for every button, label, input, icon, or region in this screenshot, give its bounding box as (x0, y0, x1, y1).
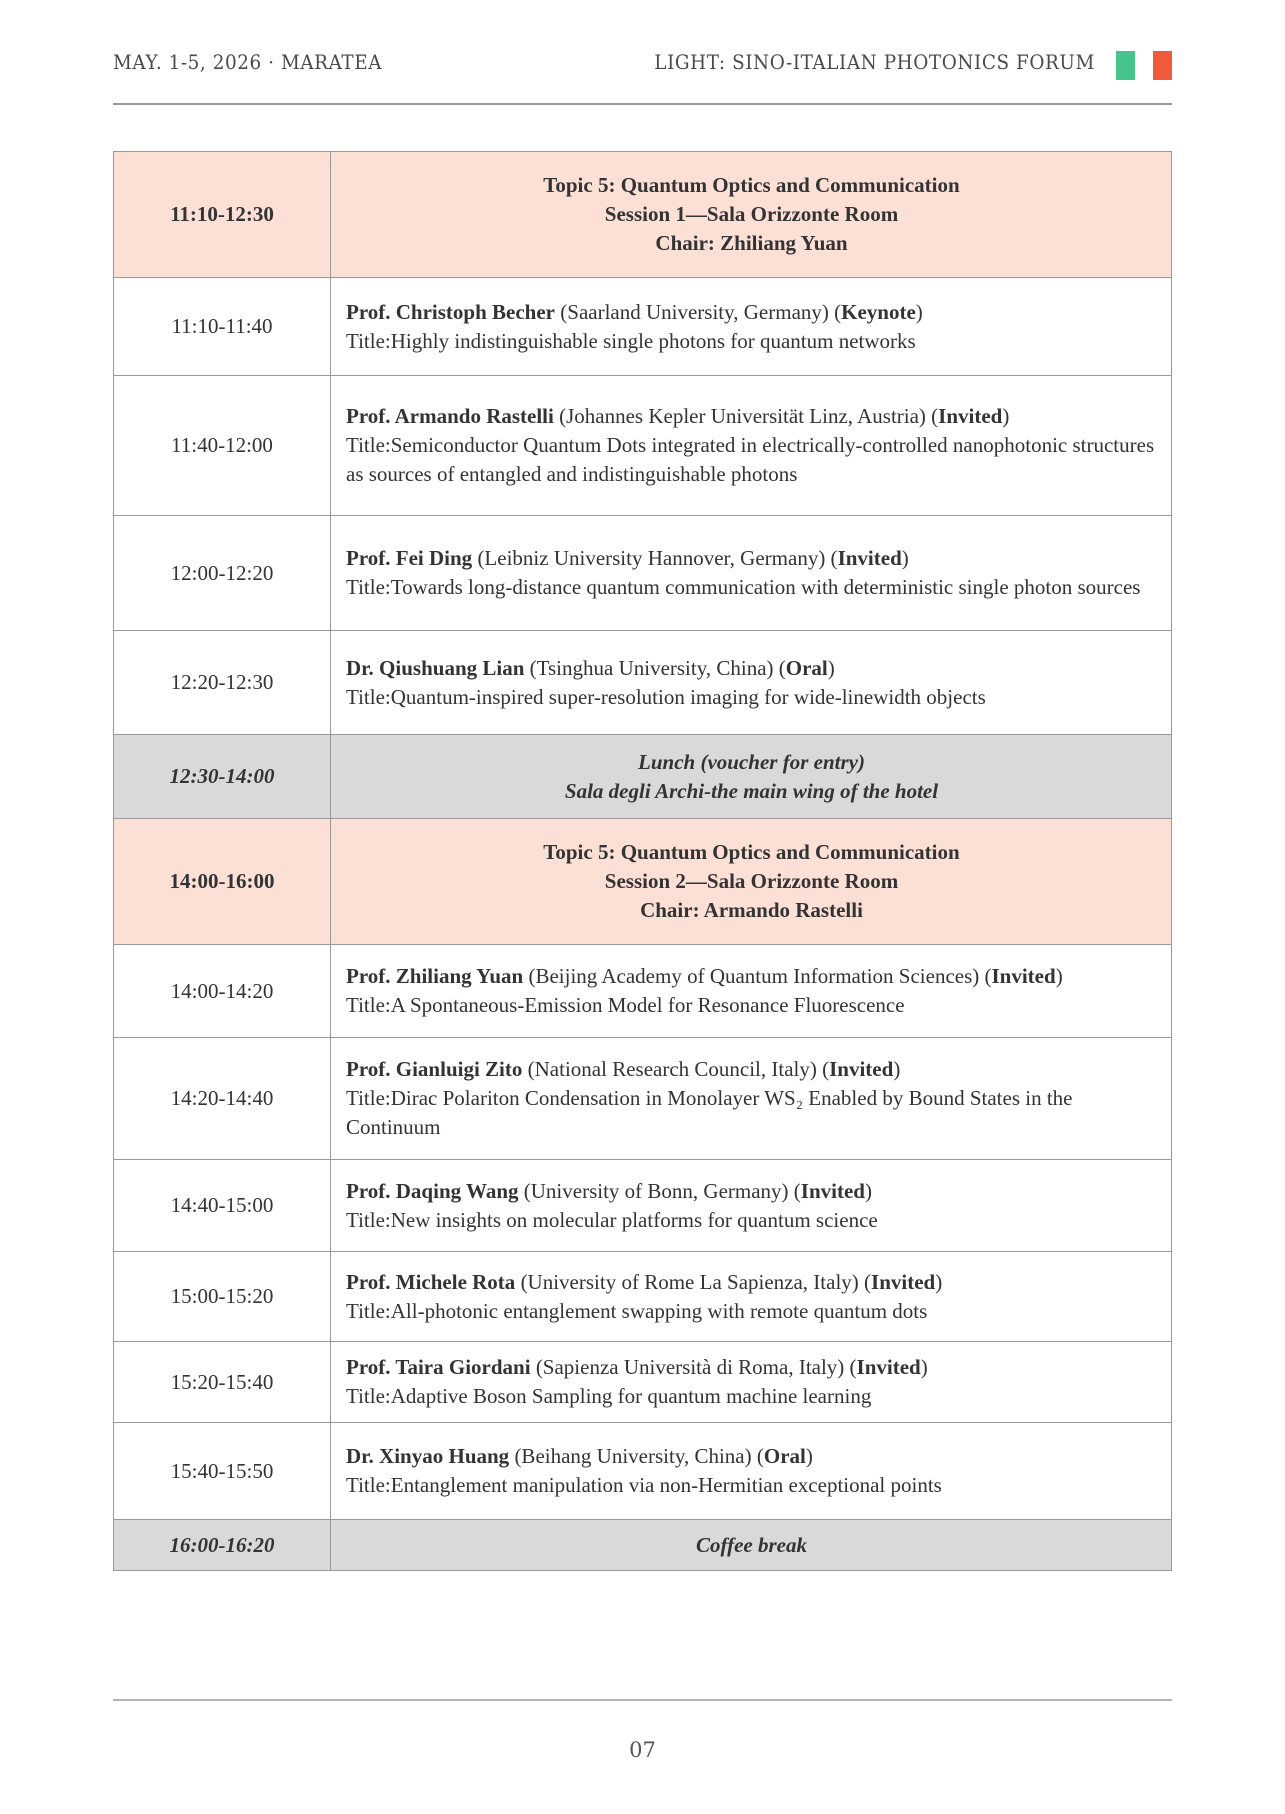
speaker-affiliation: (University of Bonn, Germany) ( (518, 1178, 801, 1203)
talk-row (114, 278, 1172, 376)
talk-title: Title:Adaptive Boson Sampling for quantum machine learning (346, 1384, 872, 1408)
talk-row (114, 1252, 1172, 1342)
row-content (331, 631, 1172, 735)
footer-divider (113, 1699, 1172, 1701)
close-paren: ) (935, 1269, 943, 1294)
session-info-line: Session 1—Sala Orizzonte Room (604, 202, 899, 226)
talk-row (114, 945, 1172, 1038)
schedule-table (113, 151, 1172, 1571)
session-info-line: Chair: Zhiliang Yuan (655, 231, 848, 255)
row-content (331, 819, 1172, 945)
italian-flag-green-stripe (1116, 51, 1135, 80)
close-paren: ) (901, 546, 909, 570)
header-divider (113, 103, 1172, 105)
talk-title: Title:Highly indistinguishable single photons for quantum networks (346, 328, 916, 353)
talk-title: Title:Entanglement manipulation via non-Hermitian exceptional points (346, 1473, 942, 1497)
speaker-line (346, 654, 1157, 683)
talk-title: Title:New insights on molecular platforms for quantum science (346, 1207, 878, 1232)
time-slot: 12:30-14:00 (114, 735, 331, 819)
speaker-name: Prof. Zhiliang Yuan (346, 964, 524, 988)
time-slot: 12:20-12:30 (114, 631, 331, 735)
talk-type: Oral (763, 1444, 806, 1468)
talk-title: Title:A Spontaneous-Emission Model for Resonance Fluorescence (346, 993, 905, 1017)
session-header-row (114, 819, 1172, 945)
session-info-line: Topic 5: Quantum Optics and Communication (543, 840, 960, 864)
speaker-name: Dr. Qiushuang Lian (346, 655, 525, 680)
row-content (331, 1423, 1172, 1520)
talk-type: Oral (785, 655, 828, 680)
time-slot: 14:00-14:20 (114, 945, 331, 1038)
speaker-affiliation: (Saarland University, Germany) ( (555, 299, 842, 324)
session-info-line: Topic 5: Quantum Optics and Communication (543, 173, 960, 197)
row-content (331, 945, 1172, 1038)
close-paren: ) (827, 655, 835, 680)
speaker-name: Prof. Gianluigi Zito (346, 1057, 523, 1081)
break-info-line: Sala degli Archi-the main wing of the hotel (564, 778, 939, 803)
time-slot: 14:00-16:00 (114, 819, 331, 945)
row-content (331, 152, 1172, 278)
talk-row (114, 1423, 1172, 1520)
talk-row (114, 516, 1172, 631)
time-slot: 11:10-11:40 (114, 278, 331, 376)
break-row (114, 1520, 1172, 1571)
talk-type: Invited (991, 964, 1056, 988)
speaker-name: Prof. Michele Rota (346, 1269, 516, 1294)
speaker-affiliation: (Leibniz University Hannover, Germany) ( (472, 546, 838, 570)
speaker-line (346, 1055, 1157, 1084)
speaker-line (346, 298, 1157, 327)
row-content (331, 1252, 1172, 1342)
time-slot: 16:00-16:20 (114, 1520, 331, 1571)
close-paren: ) (864, 1178, 872, 1203)
row-content (331, 376, 1172, 516)
speaker-affiliation: (Beihang University, China) ( (509, 1444, 764, 1468)
session-header-row (114, 152, 1172, 278)
speaker-affiliation: (Tsinghua University, China) ( (524, 655, 786, 680)
speaker-affiliation: (Johannes Kepler Universität Linz, Austria) ( (553, 404, 939, 428)
page-number: 07 (629, 1738, 656, 1762)
close-paren: ) (915, 299, 923, 324)
talk-row (114, 1038, 1172, 1160)
speaker-line (346, 1268, 1157, 1297)
header-forum-title: LIGHT: SINO-ITALIAN PHOTONICS FORUM (654, 50, 1095, 74)
speaker-affiliation: (University of Rome La Sapienza, Italy) ( (515, 1269, 872, 1294)
session-info-line: Chair: Armando Rastelli (640, 898, 863, 922)
row-content (331, 1342, 1172, 1423)
talk-title: Title:Dirac Polariton Condensation in Monolayer WS₂ Enabled by Bound States in the Continuum (346, 1086, 1073, 1139)
talk-type: Invited (800, 1178, 865, 1203)
speaker-name: Prof. Taira Giordani (346, 1355, 531, 1379)
close-paren: ) (920, 1355, 928, 1379)
row-content (331, 1038, 1172, 1160)
speaker-line (346, 544, 1157, 573)
talk-row (114, 1160, 1172, 1252)
break-row (114, 735, 1172, 819)
close-paren: ) (1055, 964, 1063, 988)
time-slot: 15:20-15:40 (114, 1342, 331, 1423)
close-paren: ) (805, 1444, 813, 1468)
talk-row (114, 631, 1172, 735)
speaker-line (346, 962, 1157, 991)
speaker-line (346, 402, 1157, 431)
talk-type: Invited (938, 404, 1003, 428)
talk-row (114, 1342, 1172, 1423)
speaker-name: Prof. Daqing Wang (346, 1178, 519, 1203)
speaker-name: Prof. Armando Rastelli (346, 404, 554, 428)
row-content (331, 1520, 1172, 1571)
break-info-line: Coffee break (696, 1532, 807, 1557)
row-content (331, 1160, 1172, 1252)
speaker-affiliation: (National Research Council, Italy) ( (522, 1057, 830, 1081)
talk-title: Title:Towards long-distance quantum communication with deterministic single photon sources (346, 575, 1141, 599)
time-slot: 15:40-15:50 (114, 1423, 331, 1520)
speaker-affiliation: (Sapienza Università di Roma, Italy) ( (530, 1355, 857, 1379)
talk-type: Invited (829, 1057, 894, 1081)
session-info-line: Session 2—Sala Orizzonte Room (604, 869, 899, 893)
row-content (331, 516, 1172, 631)
speaker-name: Prof. Fei Ding (346, 546, 473, 570)
header-date-location: MAY. 1-5, 2026 · MARATEA (113, 50, 383, 74)
break-info-line: Lunch (voucher for entry) (638, 749, 865, 774)
talk-title: Title:Quantum-inspired super-resolution imaging for wide-linewidth objects (346, 684, 986, 709)
row-content (331, 278, 1172, 376)
talk-title: Title:Semiconductor Quantum Dots integrated in electrically-controlled nanophotonic structures as sources of entangled and indistinguishable photons (346, 433, 1155, 486)
time-slot: 14:40-15:00 (114, 1160, 331, 1252)
talk-title: Title:All-photonic entanglement swapping with remote quantum dots (346, 1298, 928, 1323)
time-slot: 11:10-12:30 (114, 152, 331, 278)
close-paren: ) (893, 1057, 901, 1081)
speaker-name: Dr. Xinyao Huang (346, 1444, 510, 1468)
talk-row (114, 376, 1172, 516)
time-slot: 14:20-14:40 (114, 1038, 331, 1160)
speaker-line (346, 1353, 1157, 1382)
close-paren: ) (1002, 404, 1010, 428)
speaker-affiliation: (Beijing Academy of Quantum Information Sciences) ( (523, 964, 992, 988)
time-slot: 15:00-15:20 (114, 1252, 331, 1342)
talk-type: Invited (871, 1269, 936, 1294)
italian-flag-red-stripe (1153, 51, 1172, 80)
row-content (331, 735, 1172, 819)
talk-type: Keynote (841, 299, 916, 324)
time-slot: 12:00-12:20 (114, 516, 331, 631)
time-slot: 11:40-12:00 (114, 376, 331, 516)
speaker-name: Prof. Christoph Becher (346, 299, 556, 324)
talk-type: Invited (856, 1355, 921, 1379)
speaker-line (346, 1442, 1157, 1471)
speaker-line (346, 1177, 1157, 1206)
talk-type: Invited (837, 546, 902, 570)
